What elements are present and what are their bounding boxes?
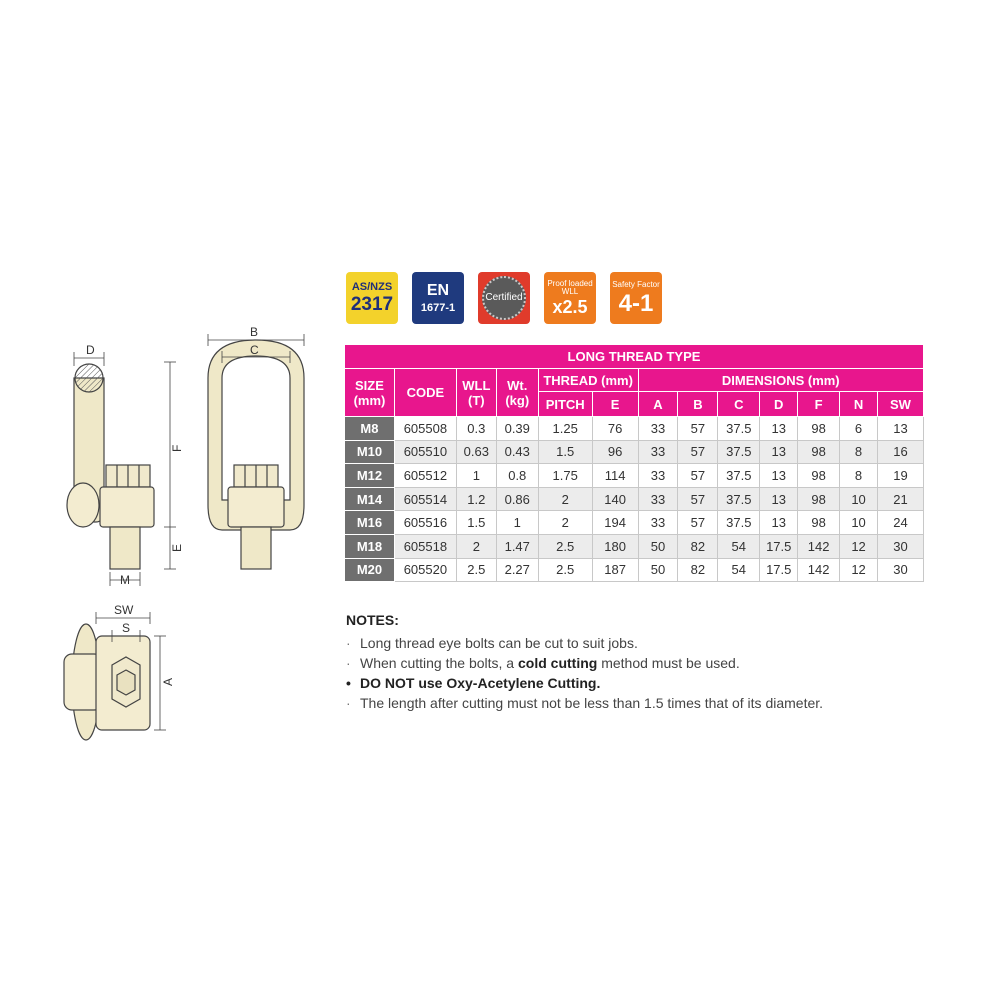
header-f: F — [798, 392, 840, 417]
cell-c: 54 — [718, 558, 760, 582]
cell-n: 8 — [840, 464, 878, 488]
header-b: B — [678, 392, 718, 417]
notes-title: NOTES: — [346, 612, 399, 628]
cell-wll: 0.3 — [456, 417, 496, 441]
cell-c: 54 — [718, 534, 760, 558]
cell-b: 57 — [678, 417, 718, 441]
notes-section — [346, 612, 936, 713]
cell-sw: 16 — [878, 440, 924, 464]
cell-d: 13 — [760, 417, 798, 441]
dim-label-e: E — [170, 543, 184, 552]
table-row — [345, 417, 924, 441]
cell-e: 140 — [592, 487, 638, 511]
cell-a: 33 — [638, 440, 678, 464]
cell-c: 37.5 — [718, 511, 760, 535]
cell-sw: 21 — [878, 487, 924, 511]
cell-pitch: 1.25 — [538, 417, 592, 441]
cell-wll: 0.63 — [456, 440, 496, 464]
cell-a: 33 — [638, 511, 678, 535]
cell-weight: 2.27 — [496, 558, 538, 582]
cell-f: 98 — [798, 487, 840, 511]
proof-loaded-badge — [544, 272, 596, 324]
cell-c: 37.5 — [718, 417, 760, 441]
cell-b: 57 — [678, 464, 718, 488]
cell-d: 13 — [760, 464, 798, 488]
table-row — [345, 464, 924, 488]
certified-badge-label: Certified — [482, 276, 526, 320]
cell-pitch: 1.5 — [538, 440, 592, 464]
asnzs-badge-line1: AS/NZS — [351, 281, 393, 293]
cell-c: 37.5 — [718, 440, 760, 464]
cell-weight: 0.43 — [496, 440, 538, 464]
cell-size: M12 — [345, 464, 395, 488]
cell-n: 12 — [840, 558, 878, 582]
cell-size: M20 — [345, 558, 395, 582]
cell-sw: 30 — [878, 534, 924, 558]
cell-size: M16 — [345, 511, 395, 535]
cell-code: 605518 — [394, 534, 456, 558]
cell-pitch: 2 — [538, 487, 592, 511]
note-item — [346, 633, 936, 653]
cell-e: 187 — [592, 558, 638, 582]
note-item — [346, 653, 936, 673]
cell-wll: 1 — [456, 464, 496, 488]
dim-label-m: M — [120, 573, 130, 587]
cell-weight: 0.86 — [496, 487, 538, 511]
top-view-drawing — [64, 612, 166, 740]
dim-label-sw: SW — [114, 603, 134, 617]
cell-f: 98 — [798, 417, 840, 441]
table-title: LONG THREAD TYPE — [345, 345, 924, 369]
cell-a: 33 — [638, 464, 678, 488]
cell-a: 33 — [638, 487, 678, 511]
dim-label-a: A — [161, 677, 175, 686]
cell-sw: 30 — [878, 558, 924, 582]
header-weight-label: Wt. — [507, 377, 528, 393]
cell-n: 12 — [840, 534, 878, 558]
cell-e: 194 — [592, 511, 638, 535]
note-text: Long thread eye bolts can be cut to suit jobs. — [360, 635, 638, 651]
cell-b: 57 — [678, 511, 718, 535]
note-item-warning — [346, 673, 936, 693]
header-size-label: SIZE — [355, 377, 384, 393]
header-d: D — [760, 392, 798, 417]
cell-code: 605510 — [394, 440, 456, 464]
technical-drawings — [0, 0, 340, 1000]
cell-d: 13 — [760, 487, 798, 511]
cell-b: 57 — [678, 487, 718, 511]
cell-size: M14 — [345, 487, 395, 511]
proof-badge-line1: Proof loaded — [547, 278, 593, 288]
header-weight-unit: (kg) — [505, 392, 530, 408]
note-bullet: · — [346, 695, 351, 711]
cell-f: 98 — [798, 464, 840, 488]
side-view-drawing — [67, 352, 176, 586]
cell-n: 10 — [840, 487, 878, 511]
front-view-drawing — [208, 334, 304, 569]
cell-f: 98 — [798, 511, 840, 535]
cell-n: 10 — [840, 511, 878, 535]
note-item — [346, 693, 936, 713]
note-text-bold: cold cutting — [517, 655, 598, 671]
dim-label-d: D — [86, 343, 95, 357]
header-code: CODE — [394, 369, 456, 417]
note-text: DO NOT use Oxy-Acetylene Cutting. — [360, 675, 601, 691]
note-text: The length after cutting must not be less than 1.5 times that of its diameter. — [360, 695, 824, 711]
cell-e: 114 — [592, 464, 638, 488]
asnzs-2317-badge — [346, 272, 398, 324]
certified-badge — [478, 272, 530, 324]
cell-f: 98 — [798, 440, 840, 464]
cell-a: 50 — [638, 534, 678, 558]
certification-badges — [346, 272, 662, 324]
cell-wll: 2 — [456, 534, 496, 558]
header-sw: SW — [878, 392, 924, 417]
cell-code: 605514 — [394, 487, 456, 511]
header-c: C — [718, 392, 760, 417]
cell-size: M18 — [345, 534, 395, 558]
cell-b: 82 — [678, 558, 718, 582]
cell-pitch: 2.5 — [538, 558, 592, 582]
dim-label-f: F — [170, 444, 184, 452]
proof-badge-line2: x2.5 — [552, 297, 588, 318]
header-weight — [496, 369, 538, 417]
note-text-pre: When cutting the bolts, a — [360, 655, 518, 671]
cell-pitch: 2.5 — [538, 534, 592, 558]
note-bullet: · — [346, 635, 351, 651]
header-wll-label: WLL — [462, 377, 491, 393]
cell-weight: 0.39 — [496, 417, 538, 441]
dim-label-c: C — [250, 343, 259, 357]
header-a: A — [638, 392, 678, 417]
cell-weight: 0.8 — [496, 464, 538, 488]
cell-sw: 13 — [878, 417, 924, 441]
cell-a: 50 — [638, 558, 678, 582]
table-row — [345, 440, 924, 464]
cell-d: 13 — [760, 440, 798, 464]
cell-n: 6 — [840, 417, 878, 441]
proof-badge-line1b: WLL — [561, 287, 579, 296]
note-text-post: method must be used. — [597, 655, 740, 671]
cell-wll: 1.2 — [456, 487, 496, 511]
table-row — [345, 534, 924, 558]
cell-d: 13 — [760, 511, 798, 535]
cell-sw: 19 — [878, 464, 924, 488]
cell-wll: 2.5 — [456, 558, 496, 582]
cell-e: 180 — [592, 534, 638, 558]
cell-f: 142 — [798, 558, 840, 582]
cell-code: 605520 — [394, 558, 456, 582]
cell-b: 57 — [678, 440, 718, 464]
header-wll — [456, 369, 496, 417]
en-badge-line1: EN — [426, 281, 450, 299]
safety-badge-line2: 4-1 — [618, 289, 654, 317]
table-row — [345, 511, 924, 535]
cell-weight: 1.47 — [496, 534, 538, 558]
cell-n: 8 — [840, 440, 878, 464]
header-pitch: PITCH — [538, 392, 592, 417]
cell-e: 96 — [592, 440, 638, 464]
header-dimensions: DIMENSIONS (mm) — [638, 369, 923, 392]
en-badge-line2: 1677-1 — [420, 301, 456, 314]
header-e: E — [592, 392, 638, 417]
table-row — [345, 487, 924, 511]
note-bullet: • — [346, 675, 351, 691]
header-n: N — [840, 392, 878, 417]
header-thread: THREAD (mm) — [538, 369, 638, 392]
cell-code: 605508 — [394, 417, 456, 441]
cell-size: M8 — [345, 417, 395, 441]
asnzs-badge-line2: 2317 — [350, 294, 394, 315]
table-row — [345, 558, 924, 582]
cell-d: 17.5 — [760, 534, 798, 558]
note-bullet: · — [346, 655, 351, 671]
long-thread-spec-table — [344, 344, 924, 582]
header-size-unit: (mm) — [353, 392, 386, 408]
safety-badge-line1: Safety Factor — [612, 279, 660, 289]
cell-pitch: 1.75 — [538, 464, 592, 488]
cell-f: 142 — [798, 534, 840, 558]
cell-c: 37.5 — [718, 487, 760, 511]
dim-label-b: B — [250, 325, 259, 339]
en-1677-badge — [412, 272, 464, 324]
cell-pitch: 2 — [538, 511, 592, 535]
dim-label-s: S — [122, 621, 131, 635]
header-size — [345, 369, 395, 417]
cell-wll: 1.5 — [456, 511, 496, 535]
cell-code: 605512 — [394, 464, 456, 488]
cell-a: 33 — [638, 417, 678, 441]
cell-e: 76 — [592, 417, 638, 441]
cell-sw: 24 — [878, 511, 924, 535]
cell-c: 37.5 — [718, 464, 760, 488]
spec-table-body — [345, 417, 924, 582]
safety-factor-badge — [610, 272, 662, 324]
cell-b: 82 — [678, 534, 718, 558]
header-wll-unit: (T) — [468, 392, 485, 408]
cell-d: 17.5 — [760, 558, 798, 582]
cell-size: M10 — [345, 440, 395, 464]
cell-weight: 1 — [496, 511, 538, 535]
cell-code: 605516 — [394, 511, 456, 535]
